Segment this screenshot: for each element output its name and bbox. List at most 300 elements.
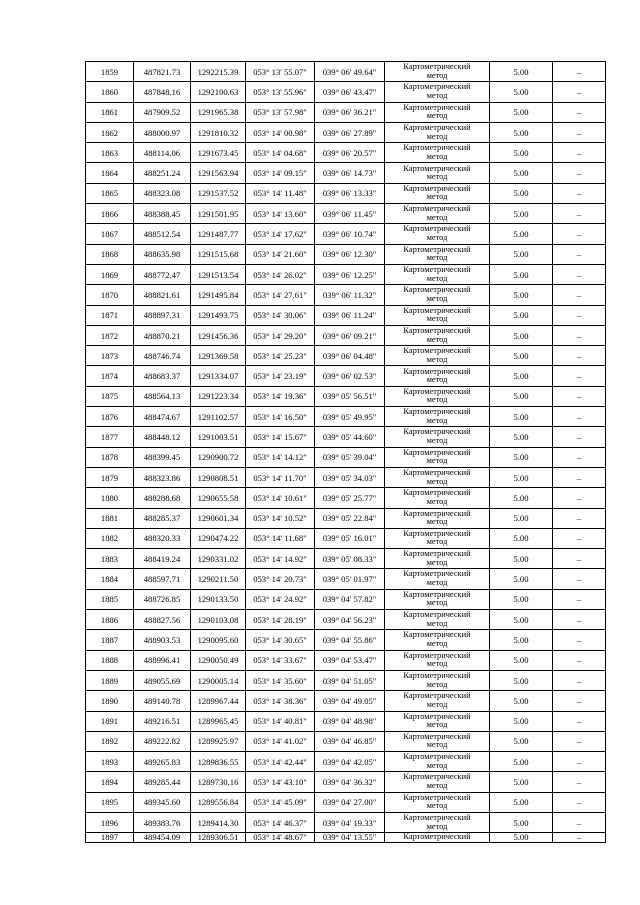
- table-body: [86, 62, 606, 843]
- longitude-cell: 039° 06' 09.21": [315, 325, 385, 345]
- latitude-cell: 053° 14' 00.98": [246, 122, 315, 142]
- longitude-cell: 039° 06' 20.57": [315, 143, 385, 163]
- method-line-2: метод: [426, 456, 448, 466]
- method-cell: [385, 325, 490, 345]
- y-coordinate-cell: 1290655.58: [191, 488, 246, 508]
- method-line-1: Картометрический: [403, 122, 471, 132]
- y-coordinate-cell: 1291537.52: [191, 183, 246, 203]
- y-coordinate-cell: 1290808.51: [191, 467, 246, 487]
- accuracy-cell: 5.00: [490, 325, 553, 345]
- x-coordinate-cell: 488827.56: [134, 610, 191, 630]
- latitude-cell: 053° 14' 09.15": [246, 163, 315, 183]
- y-coordinate-cell: 1289925.97: [191, 731, 246, 751]
- method-line-2: метод: [426, 233, 448, 243]
- longitude-cell: 039° 05' 49.95": [315, 407, 385, 427]
- point-number-cell: 1873: [86, 346, 134, 366]
- longitude-cell: 039° 05' 08.33": [315, 549, 385, 569]
- accuracy-cell: 5.00: [490, 447, 553, 467]
- longitude-cell: 039° 04' 56.23": [315, 610, 385, 630]
- latitude-cell: 053° 13' 55.96": [246, 82, 315, 102]
- y-coordinate-cell: 1291456.36: [191, 325, 246, 345]
- latitude-cell: 053° 14' 17.62": [246, 224, 315, 244]
- latitude-cell: 053° 14' 33.67": [246, 650, 315, 670]
- x-coordinate-cell: 489216.51: [134, 711, 191, 731]
- longitude-cell: 039° 06' 11.24": [315, 305, 385, 325]
- method-line-1: Картометрический: [403, 163, 471, 173]
- note-cell: –: [553, 752, 606, 772]
- accuracy-cell: 5.00: [490, 346, 553, 366]
- point-number-cell: 1863: [86, 143, 134, 163]
- longitude-cell: 039° 06' 43.47": [315, 82, 385, 102]
- method-line-2: метод: [426, 192, 448, 202]
- table-row: [86, 224, 606, 244]
- accuracy-cell: 5.00: [490, 610, 553, 630]
- method-line-1: Картометрический: [403, 244, 471, 254]
- accuracy-cell: 5.00: [490, 752, 553, 772]
- longitude-cell: 039° 06' 11.32": [315, 285, 385, 305]
- method-line-1: Картометрический: [403, 143, 471, 153]
- note-cell: –: [553, 407, 606, 427]
- latitude-cell: 053° 14' 42.44": [246, 752, 315, 772]
- y-coordinate-cell: 1289967.44: [191, 691, 246, 711]
- point-number-cell: 1867: [86, 224, 134, 244]
- method-cell: [385, 792, 490, 812]
- longitude-cell: 039° 05' 22.84": [315, 508, 385, 528]
- y-coordinate-cell: 1290103.08: [191, 610, 246, 630]
- note-cell: –: [553, 812, 606, 832]
- table-row: [86, 833, 606, 842]
- y-coordinate-cell: 1290005.14: [191, 670, 246, 690]
- point-number-cell: 1859: [86, 62, 134, 82]
- y-coordinate-cell: 1291965.38: [191, 102, 246, 122]
- method-line-2: метод: [426, 90, 448, 100]
- method-line-1: Картометрический: [403, 305, 471, 315]
- longitude-cell: 039° 06' 12.25": [315, 264, 385, 284]
- longitude-cell: 039° 04' 49.05": [315, 691, 385, 711]
- latitude-cell: 053° 14' 38.36": [246, 691, 315, 711]
- method-cell: [385, 833, 490, 842]
- method-line-2: метод: [426, 111, 448, 121]
- accuracy-cell: 5.00: [490, 508, 553, 528]
- table-row: [86, 610, 606, 630]
- point-number-cell: 1886: [86, 610, 134, 630]
- table-row: [86, 670, 606, 690]
- method-line-1: Картометрический: [403, 467, 471, 477]
- method-line-2: метод: [426, 720, 448, 730]
- method-line-2: метод: [426, 375, 448, 385]
- latitude-cell: 053° 14' 46.37": [246, 812, 315, 832]
- x-coordinate-cell: 488323.08: [134, 183, 191, 203]
- point-number-cell: 1895: [86, 792, 134, 812]
- accuracy-cell: 5.00: [490, 670, 553, 690]
- x-coordinate-cell: 488285.37: [134, 508, 191, 528]
- y-coordinate-cell: 1290211.50: [191, 569, 246, 589]
- point-number-cell: 1866: [86, 204, 134, 224]
- point-number-cell: 1896: [86, 812, 134, 832]
- accuracy-cell: 5.00: [490, 224, 553, 244]
- table-row: [86, 62, 606, 82]
- x-coordinate-cell: 488448.12: [134, 427, 191, 447]
- table-row: [86, 163, 606, 183]
- method-cell: [385, 62, 490, 82]
- point-number-cell: 1870: [86, 285, 134, 305]
- point-number-cell: 1865: [86, 183, 134, 203]
- latitude-cell: 053° 14' 45.09": [246, 792, 315, 812]
- method-cell: [385, 508, 490, 528]
- accuracy-cell: 5.00: [490, 264, 553, 284]
- x-coordinate-cell: 488683.37: [134, 366, 191, 386]
- note-cell: –: [553, 833, 606, 842]
- method-line-2: метод: [426, 476, 448, 486]
- x-coordinate-cell: 488746.74: [134, 346, 191, 366]
- point-number-cell: 1890: [86, 691, 134, 711]
- note-cell: –: [553, 82, 606, 102]
- x-coordinate-cell: 487909.52: [134, 102, 191, 122]
- latitude-cell: 053° 14' 11.48": [246, 183, 315, 203]
- method-line-1: Картометрический: [403, 204, 471, 214]
- method-line-1: Картометрический: [403, 772, 471, 782]
- method-cell: [385, 163, 490, 183]
- method-cell: [385, 630, 490, 650]
- method-cell: [385, 183, 490, 203]
- table-row: [86, 467, 606, 487]
- table-row: [86, 528, 606, 548]
- latitude-cell: 053° 14' 41.02": [246, 731, 315, 751]
- y-coordinate-cell: 1290900.72: [191, 447, 246, 467]
- method-line-1: Картометрический: [403, 630, 471, 640]
- longitude-cell: 039° 06' 13.33": [315, 183, 385, 203]
- table-row: [86, 325, 606, 345]
- note-cell: –: [553, 122, 606, 142]
- longitude-cell: 039° 06' 14.73": [315, 163, 385, 183]
- accuracy-cell: 5.00: [490, 467, 553, 487]
- x-coordinate-cell: 489222.82: [134, 731, 191, 751]
- point-number-cell: 1878: [86, 447, 134, 467]
- x-coordinate-cell: 488419.24: [134, 549, 191, 569]
- method-line-1: Картометрический: [403, 265, 471, 275]
- latitude-cell: 053° 14' 23.19": [246, 366, 315, 386]
- accuracy-cell: 5.00: [490, 772, 553, 792]
- point-number-cell: 1875: [86, 386, 134, 406]
- point-number-cell: 1887: [86, 630, 134, 650]
- note-cell: –: [553, 285, 606, 305]
- x-coordinate-cell: 488597.71: [134, 569, 191, 589]
- method-line-2: метод: [426, 557, 448, 567]
- latitude-cell: 053° 14' 24.92": [246, 589, 315, 609]
- latitude-cell: 053° 14' 19.36": [246, 386, 315, 406]
- method-line-1: Картометрический: [403, 711, 471, 721]
- method-cell: [385, 407, 490, 427]
- table-row: [86, 102, 606, 122]
- accuracy-cell: 5.00: [490, 833, 553, 842]
- point-number-cell: 1893: [86, 752, 134, 772]
- note-cell: –: [553, 467, 606, 487]
- method-line-2: метод: [426, 70, 448, 80]
- x-coordinate-cell: 488288.68: [134, 488, 191, 508]
- method-cell: [385, 589, 490, 609]
- note-cell: –: [553, 264, 606, 284]
- y-coordinate-cell: 1291563.94: [191, 163, 246, 183]
- point-number-cell: 1864: [86, 163, 134, 183]
- method-cell: [385, 610, 490, 630]
- note-cell: –: [553, 508, 606, 528]
- point-number-cell: 1881: [86, 508, 134, 528]
- method-cell: [385, 670, 490, 690]
- y-coordinate-cell: 1291003.51: [191, 427, 246, 447]
- method-line-2: метод: [426, 172, 448, 182]
- note-cell: –: [553, 244, 606, 264]
- latitude-cell: 053° 14' 11.68": [246, 528, 315, 548]
- note-cell: –: [553, 711, 606, 731]
- point-number-cell: 1885: [86, 589, 134, 609]
- y-coordinate-cell: 1292100.63: [191, 82, 246, 102]
- x-coordinate-cell: 488726.85: [134, 589, 191, 609]
- method-line-1: Картометрический: [403, 589, 471, 599]
- y-coordinate-cell: 1290474.22: [191, 528, 246, 548]
- longitude-cell: 039° 06' 12.30": [315, 244, 385, 264]
- method-cell: [385, 427, 490, 447]
- point-number-cell: 1872: [86, 325, 134, 345]
- longitude-cell: 039° 06' 10.74": [315, 224, 385, 244]
- note-cell: –: [553, 447, 606, 467]
- table-row: [86, 264, 606, 284]
- x-coordinate-cell: 488903.53: [134, 630, 191, 650]
- latitude-cell: 053° 13' 55.07": [246, 62, 315, 82]
- table-row: [86, 488, 606, 508]
- method-line-2: метод: [426, 598, 448, 608]
- y-coordinate-cell: 1290050.49: [191, 650, 246, 670]
- method-line-2: метод: [426, 781, 448, 791]
- note-cell: –: [553, 427, 606, 447]
- method-line-2: метод: [426, 253, 448, 263]
- accuracy-cell: 5.00: [490, 183, 553, 203]
- accuracy-cell: 5.00: [490, 488, 553, 508]
- method-line-1: Картометрический: [403, 82, 471, 92]
- longitude-cell: 039° 04' 27.00": [315, 792, 385, 812]
- table-row: [86, 122, 606, 142]
- method-line-1: Картометрический: [403, 569, 471, 579]
- y-coordinate-cell: 1290095.60: [191, 630, 246, 650]
- note-cell: –: [553, 183, 606, 203]
- latitude-cell: 053° 14' 35.60": [246, 670, 315, 690]
- x-coordinate-cell: 488251.24: [134, 163, 191, 183]
- longitude-cell: 039° 05' 39.04": [315, 447, 385, 467]
- table-row: [86, 386, 606, 406]
- y-coordinate-cell: 1291369.58: [191, 346, 246, 366]
- method-cell: [385, 366, 490, 386]
- accuracy-cell: 5.00: [490, 285, 553, 305]
- point-number-cell: 1880: [86, 488, 134, 508]
- accuracy-cell: 5.00: [490, 630, 553, 650]
- method-line-2: метод: [426, 618, 448, 628]
- y-coordinate-cell: 1290601.34: [191, 508, 246, 528]
- accuracy-cell: 5.00: [490, 427, 553, 447]
- longitude-cell: 039° 04' 55.86": [315, 630, 385, 650]
- latitude-cell: 053° 14' 14.12": [246, 447, 315, 467]
- method-line-1: Картометрический: [403, 407, 471, 417]
- method-line-2: метод: [426, 415, 448, 425]
- table-row: [86, 427, 606, 447]
- note-cell: –: [553, 589, 606, 609]
- accuracy-cell: 5.00: [490, 650, 553, 670]
- method-cell: [385, 143, 490, 163]
- note-cell: –: [553, 346, 606, 366]
- y-coordinate-cell: 1291334.07: [191, 366, 246, 386]
- x-coordinate-cell: 489285.44: [134, 772, 191, 792]
- table-row: [86, 731, 606, 751]
- point-number-cell: 1879: [86, 467, 134, 487]
- longitude-cell: 039° 06' 11.45": [315, 204, 385, 224]
- y-coordinate-cell: 1289730.16: [191, 772, 246, 792]
- method-line-1: Картометрический: [403, 832, 471, 842]
- note-cell: –: [553, 62, 606, 82]
- method-cell: [385, 386, 490, 406]
- method-line-2: метод: [426, 659, 448, 669]
- latitude-cell: 053° 14' 11.70": [246, 467, 315, 487]
- method-cell: [385, 305, 490, 325]
- note-cell: –: [553, 691, 606, 711]
- method-cell: [385, 650, 490, 670]
- point-number-cell: 1860: [86, 82, 134, 102]
- method-cell: [385, 224, 490, 244]
- y-coordinate-cell: 1291495.84: [191, 285, 246, 305]
- accuracy-cell: 5.00: [490, 143, 553, 163]
- longitude-cell: 039° 05' 25.77": [315, 488, 385, 508]
- method-line-2: метод: [426, 354, 448, 364]
- latitude-cell: 053° 14' 13.60": [246, 204, 315, 224]
- accuracy-cell: 5.00: [490, 711, 553, 731]
- y-coordinate-cell: 1291515.68: [191, 244, 246, 264]
- accuracy-cell: 5.00: [490, 812, 553, 832]
- method-line-2: метод: [426, 496, 448, 506]
- longitude-cell: 039° 05' 16.01": [315, 528, 385, 548]
- table-row: [86, 650, 606, 670]
- method-cell: [385, 82, 490, 102]
- accuracy-cell: 5.00: [490, 366, 553, 386]
- longitude-cell: 039° 05' 56.51": [315, 386, 385, 406]
- y-coordinate-cell: 1290133.50: [191, 589, 246, 609]
- method-line-1: Картометрический: [403, 691, 471, 701]
- note-cell: –: [553, 204, 606, 224]
- accuracy-cell: 5.00: [490, 589, 553, 609]
- x-coordinate-cell: 489383.76: [134, 812, 191, 832]
- note-cell: –: [553, 143, 606, 163]
- method-line-1: Картометрический: [403, 447, 471, 457]
- longitude-cell: 039° 06' 27.89": [315, 122, 385, 142]
- latitude-cell: 053° 14' 15.67": [246, 427, 315, 447]
- latitude-cell: 053° 14' 25.23": [246, 346, 315, 366]
- method-line-2: метод: [426, 273, 448, 283]
- accuracy-cell: 5.00: [490, 82, 553, 102]
- table-row: [86, 285, 606, 305]
- point-number-cell: 1892: [86, 731, 134, 751]
- note-cell: –: [553, 325, 606, 345]
- latitude-cell: 053° 14' 21.60": [246, 244, 315, 264]
- table-row: [86, 183, 606, 203]
- longitude-cell: 039° 06' 49.64": [315, 62, 385, 82]
- method-line-1: Картометрический: [403, 792, 471, 802]
- method-cell: [385, 264, 490, 284]
- method-line-1: Картометрический: [403, 285, 471, 295]
- method-line-2: метод: [426, 314, 448, 324]
- y-coordinate-cell: 1290331.02: [191, 549, 246, 569]
- longitude-cell: 039° 06' 02.53": [315, 366, 385, 386]
- longitude-cell: 039° 05' 01.97": [315, 569, 385, 589]
- latitude-cell: 053° 13' 57.98": [246, 102, 315, 122]
- table-row: [86, 204, 606, 224]
- coordinates-table: [85, 61, 606, 843]
- point-number-cell: 1876: [86, 407, 134, 427]
- method-cell: [385, 204, 490, 224]
- longitude-cell: 039° 04' 53.47": [315, 650, 385, 670]
- method-cell: [385, 549, 490, 569]
- latitude-cell: 053° 14' 10.52": [246, 508, 315, 528]
- longitude-cell: 039° 06' 04.48": [315, 346, 385, 366]
- method-line-1: Картометрический: [403, 610, 471, 620]
- x-coordinate-cell: 488320.33: [134, 528, 191, 548]
- note-cell: –: [553, 305, 606, 325]
- method-line-1: Картометрический: [403, 386, 471, 396]
- x-coordinate-cell: 488399.45: [134, 447, 191, 467]
- table-row: [86, 630, 606, 650]
- note-cell: –: [553, 630, 606, 650]
- longitude-cell: 039° 05' 34.03": [315, 467, 385, 487]
- note-cell: –: [553, 772, 606, 792]
- latitude-cell: 053° 14' 43.10": [246, 772, 315, 792]
- note-cell: –: [553, 670, 606, 690]
- point-number-cell: 1897: [86, 833, 134, 842]
- x-coordinate-cell: 488512.54: [134, 224, 191, 244]
- method-cell: [385, 731, 490, 751]
- x-coordinate-cell: 487848.16: [134, 82, 191, 102]
- method-cell: [385, 528, 490, 548]
- latitude-cell: 053° 14' 28.19": [246, 610, 315, 630]
- latitude-cell: 053° 14' 30.06": [246, 305, 315, 325]
- point-number-cell: 1889: [86, 670, 134, 690]
- method-line-1: Картометрический: [403, 549, 471, 559]
- method-line-2: метод: [426, 395, 448, 405]
- latitude-cell: 053° 14' 26.02": [246, 264, 315, 284]
- x-coordinate-cell: 488772.47: [134, 264, 191, 284]
- method-cell: [385, 812, 490, 832]
- method-line-1: Картометрический: [403, 366, 471, 376]
- longitude-cell: 039° 04' 57.82": [315, 589, 385, 609]
- method-line-1: Картометрический: [403, 488, 471, 498]
- longitude-cell: 039° 05' 44.60": [315, 427, 385, 447]
- table-row: [86, 366, 606, 386]
- x-coordinate-cell: 488996.41: [134, 650, 191, 670]
- method-line-2: метод: [426, 699, 448, 709]
- table-row: [86, 549, 606, 569]
- accuracy-cell: 5.00: [490, 244, 553, 264]
- method-line-2: метод: [426, 537, 448, 547]
- longitude-cell: 039° 04' 36.32": [315, 772, 385, 792]
- method-line-1: Картометрический: [403, 528, 471, 538]
- x-coordinate-cell: 488388.45: [134, 204, 191, 224]
- method-line-2: метод: [426, 801, 448, 811]
- point-number-cell: 1868: [86, 244, 134, 264]
- method-line-2: метод: [426, 740, 448, 750]
- method-cell: [385, 122, 490, 142]
- method-line-2: метод: [426, 131, 448, 141]
- x-coordinate-cell: 489055.69: [134, 670, 191, 690]
- point-number-cell: 1871: [86, 305, 134, 325]
- method-line-2: метод: [426, 151, 448, 161]
- y-coordinate-cell: 1291673.45: [191, 143, 246, 163]
- accuracy-cell: 5.00: [490, 204, 553, 224]
- table-row: [86, 143, 606, 163]
- note-cell: –: [553, 569, 606, 589]
